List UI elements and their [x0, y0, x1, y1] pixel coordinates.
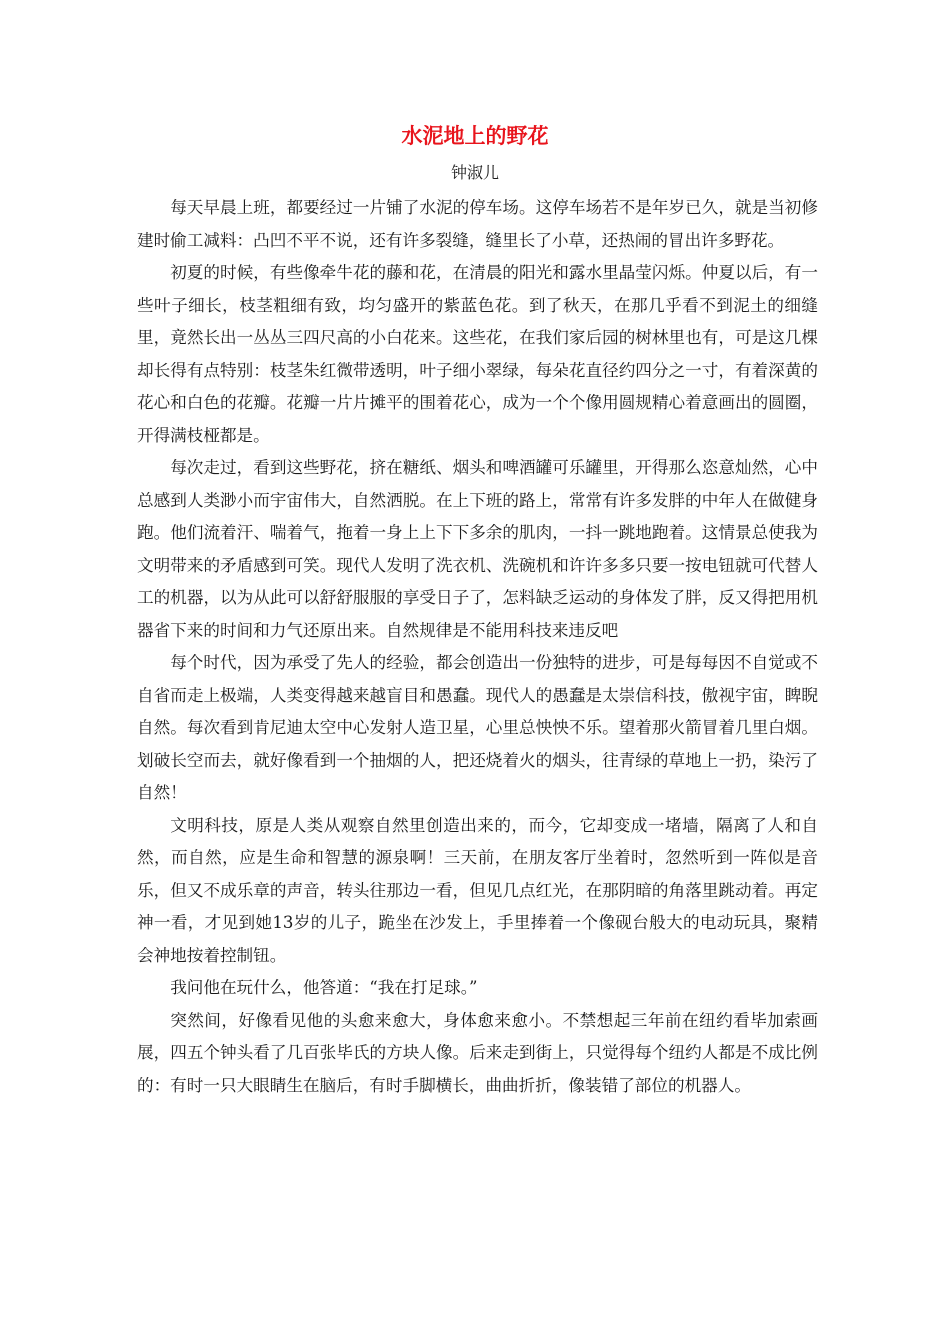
paragraph-7: 突然间，好像看见他的头愈来愈大，身体愈来愈小。不禁想起三年前在纽约看毕加索画展，四五个钟头看了几百张毕氏的方块人像。后来走到街上，只觉得每个纽约人都是不成比例的：有时一只大眼睛生在脑后，有时手脚横长，曲曲折折，像装错了部位的机器人。: [137, 1010, 818, 1095]
paragraph-4: 每个时代，因为承受了先人的经验，都会创造出一份独特的进步，可是每每因不自觉或不自省而走上极端，人类变得越来越盲目和愚蠢。现代人的愚蠢是太崇信科技，傲视宇宙，睥睨自然。每次看到肯尼迪太空中心发射人造卫星，心里总怏怏不乐。望着那火箭冒着几里白烟。划破长空而去，就好像看到一个抽烟的人，把还烧着火的烟头，往青绿的草地上一扔，染污了自然！: [137, 653, 818, 802]
paragraph-1: 每天早晨上班，都要经过一片铺了水泥的停车场。这停车场若不是年岁已久，就是当初修建时偷工减料：凸凹不平不说，还有许多裂缝，缝里长了小草，还热闹的冒出许多野花。: [137, 198, 818, 250]
paragraph-5: 文明科技，原是人类从观察自然里创造出来的，而今，它却变成一堵墙，隔离了人和自然，而自然，应是生命和智慧的源泉啊！三天前，在朋友客厅坐着时，忽然听到一阵似是音乐，但又不成乐章的声音，转头往那边一看，但见几点红光，在那阴暗的角落里跳动着。再定神一看，才见到她13岁的儿子，跪坐在沙发上，手里捧着一个像砚台般大的电动玩具，聚精会神地按着控制钮。: [137, 815, 818, 965]
article-title: 水泥地上的野花: [401, 123, 549, 148]
paragraph-3: 每次走过，看到这些野花，挤在糖纸、烟头和啤酒罐可乐罐里，开得那么恣意灿然，心中总感到人类渺小而宇宙伟大，自然洒脱。在上下班的路上，常常有许多发胖的中年人在做健身跑。他们流着汗、喘着气，拖着一身上上下下多余的肌肉，一抖一跳地跑着。这情景总使我为文明带来的矛盾感到可笑。现代人发明了洗衣机、洗碗机和许许多多只要一按电钮就可代替人工的机器，以为从此可以舒舒服服的享受日子了，怎料缺乏运动的身体发了胖，反又得把用机器省下来的时间和力气还原出来。自然规律是不能用科技来违反吧: [137, 458, 818, 640]
paragraph-6: 我问他在玩什么，他答道：“我在打足球。”: [170, 978, 478, 997]
article-author: 钟淑儿: [450, 163, 499, 182]
article-body: [137, 192, 818, 1102]
paragraph-2: 初夏的时候，有些像牵牛花的藤和花，在清晨的阳光和露水里晶莹闪烁。仲夏以后，有一些叶子细长，枝茎粗细有致，均匀盛开的紫蓝色花。到了秋天，在那几乎看不到泥土的细缝里，竟然长出一丛丛三四尺高的小白花来。这些花，在我们家后园的树林里也有，可是这几棵却长得有点特别：枝茎朱红微带透明，叶子细小翠绿，每朵花直径约四分之一寸，有着深黄的花心和白色的花瓣。花瓣一片片摊平的围着花心，成为一个个像用圆规精心着意画出的圆圈，开得满枝桠都是。: [137, 263, 818, 445]
